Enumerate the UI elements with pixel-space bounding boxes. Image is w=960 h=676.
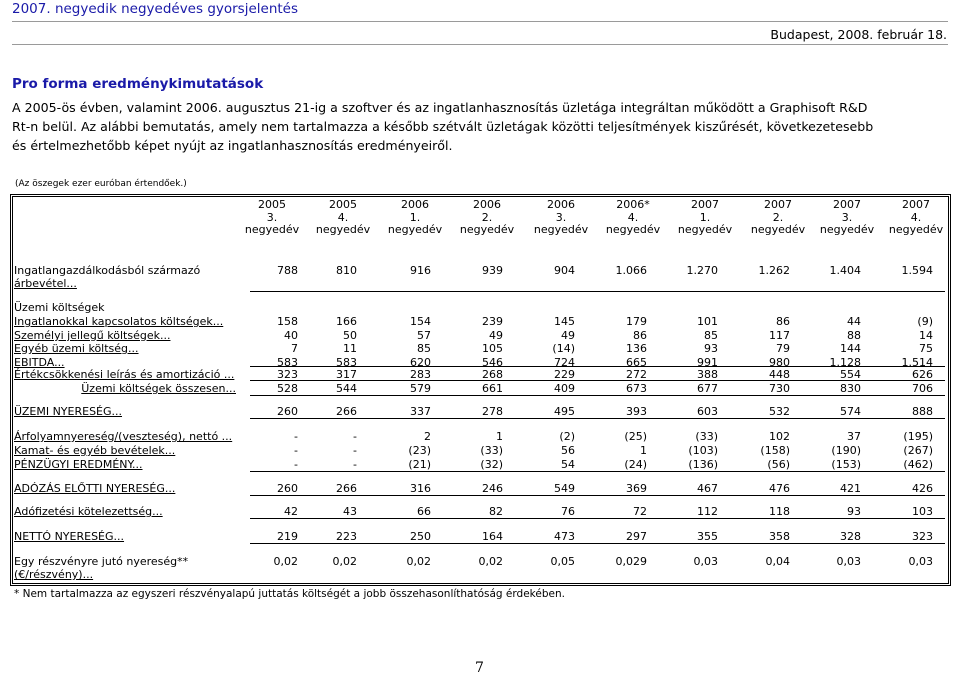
table-cell: (158)	[760, 444, 790, 457]
table-cell: 980	[769, 356, 790, 369]
table-cell: 355	[697, 530, 718, 543]
table-cell: 1.514	[901, 356, 933, 369]
table-cell: (24)	[624, 458, 647, 471]
table-cell: 272	[626, 368, 647, 381]
table-cell: (153)	[831, 458, 861, 471]
table-cell: 112	[697, 505, 718, 518]
table-cell: 620	[410, 356, 431, 369]
table-cell: (136)	[688, 458, 718, 471]
table-cell: 297	[626, 530, 647, 543]
table-cell: 528	[277, 382, 298, 395]
table-cell: 677	[697, 382, 718, 395]
header-rule-bottom	[12, 44, 948, 45]
table-cell: 544	[336, 382, 357, 395]
rule-after-tax	[250, 518, 945, 519]
table-cell: 103	[912, 505, 933, 518]
table-cell: 179	[626, 315, 647, 328]
table-cell: -	[294, 430, 298, 443]
intro-line: A 2005-ös évben, valamint 2006. augusztus 21-ig a szoftver és az ingatlanhasznosítás üzletága integráltan működött a Graphisoft R&D	[12, 100, 868, 115]
table-cell: 665	[626, 356, 647, 369]
rule-after-revenue	[250, 291, 945, 292]
table-cell: (33)	[695, 430, 718, 443]
table-cell: 246	[482, 482, 503, 495]
table-cell: 86	[776, 315, 790, 328]
table-cell: (33)	[480, 444, 503, 457]
row-label-financial-result: PÉNZÜGYI EREDMÉNY...	[14, 458, 143, 471]
table-cell: 393	[626, 405, 647, 418]
table-cell: 388	[697, 368, 718, 381]
row-label-property-costs: Ingatlanokkal kapcsolatos költségek...	[14, 315, 224, 328]
table-cell: (21)	[408, 458, 431, 471]
table-cell: 117	[769, 329, 790, 342]
table-cell: 316	[410, 482, 431, 495]
table-cell: -	[353, 430, 357, 443]
row-label-fx-gain: Árfolyamnyereség/(veszteség), nettó ...	[14, 430, 233, 443]
header-rule	[12, 21, 948, 22]
table-cell: (462)	[903, 458, 933, 471]
table-cell: (25)	[624, 430, 647, 443]
table-cell: 7	[291, 342, 298, 355]
table-cell: 579	[410, 382, 431, 395]
table-cell: 810	[336, 264, 357, 277]
table-cell: 546	[482, 356, 503, 369]
row-label-eps: Egy részvényre jutó nyereség** (€/részvény)...	[14, 555, 189, 581]
table-cell: 14	[919, 329, 933, 342]
table-cell: 283	[410, 368, 431, 381]
column-header: 2005 3. negyedév	[244, 198, 300, 237]
table-cell: 706	[912, 382, 933, 395]
table-cell: 0,03	[836, 555, 861, 568]
report-date: Budapest, 2008. február 18.	[770, 27, 947, 42]
table-cell: 1.066	[615, 264, 647, 277]
table-cell: 1.594	[901, 264, 933, 277]
table-cell: 467	[697, 482, 718, 495]
table-cell: (14)	[552, 342, 575, 355]
table-cell: 0,029	[615, 555, 647, 568]
table-cell: 266	[336, 482, 357, 495]
table-cell: 102	[769, 430, 790, 443]
unit-note: (Az öszegek ezer euróban értendőek.)	[15, 179, 187, 189]
row-label-opex-total: Üzemi költségek összesen...	[81, 382, 236, 395]
table-cell: 76	[561, 505, 575, 518]
table-cell: (9)	[917, 315, 933, 328]
table-cell: (267)	[903, 444, 933, 457]
table-cell: 0,04	[765, 555, 790, 568]
table-cell: 166	[336, 315, 357, 328]
table-cell: (2)	[559, 430, 575, 443]
table-cell: 66	[417, 505, 431, 518]
row-label-opex-heading: Üzemi költségek	[14, 301, 105, 314]
table-cell: 223	[336, 530, 357, 543]
column-header: 2007 4. negyedév	[888, 198, 944, 237]
table-cell: 88	[847, 329, 861, 342]
table-cell: 56	[561, 444, 575, 457]
table-cell: 136	[626, 342, 647, 355]
intro-paragraph	[12, 99, 950, 155]
rule-after-opex-total	[250, 395, 945, 396]
table-cell: 158	[277, 315, 298, 328]
table-cell: 0,02	[273, 555, 298, 568]
row-label-depreciation: Értékcsökkenési leírás és amortizáció ...	[14, 368, 235, 381]
table-cell: 369	[626, 482, 647, 495]
table-cell: 1	[496, 430, 503, 443]
column-header: 2006 2. negyedév	[459, 198, 515, 237]
table-cell: 101	[697, 315, 718, 328]
row-label-profit-before-tax: ADÓZÁS ELŐTTI NYERESÉG...	[14, 482, 176, 495]
column-header: 2007 1. negyedév	[677, 198, 733, 237]
table-cell: 0,02	[332, 555, 357, 568]
row-label-revenue: Ingatlangazdálkodásból származó árbevétel...	[14, 264, 201, 290]
table-cell: 0,03	[908, 555, 933, 568]
table-cell: 888	[912, 405, 933, 418]
table-cell: 724	[554, 356, 575, 369]
footnote: * Nem tartalmazza az egyszeri részvényalapú juttatás költségét a jobb összehasonlíthatóság érdekében.	[14, 588, 565, 600]
table-cell: (32)	[480, 458, 503, 471]
table-cell: 85	[417, 342, 431, 355]
table-cell: 266	[336, 405, 357, 418]
table-cell: 2	[424, 430, 431, 443]
table-cell: 268	[482, 368, 503, 381]
column-header: 2007 2. negyedév	[750, 198, 806, 237]
table-cell: 916	[410, 264, 431, 277]
table-cell: 239	[482, 315, 503, 328]
rule-after-financial-result	[250, 471, 945, 472]
row-label-net-profit: NETTÓ NYERESÉG...	[14, 530, 125, 543]
table-cell: 0,05	[550, 555, 575, 568]
table-cell: 991	[697, 356, 718, 369]
table-cell: 473	[554, 530, 575, 543]
table-cell: 42	[284, 505, 298, 518]
table-cell: 1.128	[829, 356, 861, 369]
table-cell: -	[353, 444, 357, 457]
table-cell: 730	[769, 382, 790, 395]
row-label-interest-income: Kamat- és egyéb bevételek...	[14, 444, 176, 457]
table-cell: 317	[336, 368, 357, 381]
table-cell: 85	[704, 329, 718, 342]
table-cell: -	[294, 458, 298, 471]
table-cell: 43	[343, 505, 357, 518]
table-cell: 904	[554, 264, 575, 277]
table-cell: 323	[277, 368, 298, 381]
column-header: 2006 3. negyedév	[533, 198, 589, 237]
table-cell: 583	[336, 356, 357, 369]
table-cell: 82	[489, 505, 503, 518]
table-cell: 229	[554, 368, 575, 381]
table-cell: 0,03	[693, 555, 718, 568]
table-cell: 426	[912, 482, 933, 495]
table-cell: 448	[769, 368, 790, 381]
table-cell: 54	[561, 458, 575, 471]
table-cell: (56)	[767, 458, 790, 471]
table-cell: 57	[417, 329, 431, 342]
table-cell: 219	[277, 530, 298, 543]
table-cell: 554	[840, 368, 861, 381]
table-cell: 72	[633, 505, 647, 518]
table-cell: 1.262	[758, 264, 790, 277]
table-cell: 49	[561, 329, 575, 342]
row-label-other-opex: Egyéb üzemi költség...	[14, 342, 139, 355]
table-cell: 323	[912, 530, 933, 543]
table-cell: 788	[277, 264, 298, 277]
table-cell: 86	[633, 329, 647, 342]
table-cell: 37	[847, 430, 861, 443]
table-cell: 673	[626, 382, 647, 395]
table-cell: 154	[410, 315, 431, 328]
rule-after-net-profit	[250, 543, 945, 544]
table-cell: 260	[277, 482, 298, 495]
table-cell: -	[294, 444, 298, 457]
table-cell: 337	[410, 405, 431, 418]
table-cell: 278	[482, 405, 503, 418]
report-header-title: 2007. negyedik negyedéves gyorsjelentés	[12, 1, 299, 17]
table-cell: 603	[697, 405, 718, 418]
table-cell: 495	[554, 405, 575, 418]
table-cell: 583	[277, 356, 298, 369]
intro-line: Rt-n belül. Az alábbi bemutatás, amely nem tartalmazza a később szétvált üzletágak közötti teljesítmények kiszűrését, következetesebb	[12, 118, 874, 134]
section-title: Pro forma eredménykimutatások	[12, 76, 264, 92]
column-header: 2006 1. negyedév	[387, 198, 443, 237]
table-cell: (23)	[408, 444, 431, 457]
table-cell: 260	[277, 405, 298, 418]
table-cell: 75	[919, 342, 933, 355]
row-label-tax: Adófizetési kötelezettség...	[14, 505, 163, 518]
table-cell: 49	[489, 329, 503, 342]
table-cell: 0,02	[406, 555, 431, 568]
table-cell: 626	[912, 368, 933, 381]
table-cell: 1.270	[686, 264, 718, 277]
row-label-personnel-costs: Személyi jellegű költségek...	[14, 329, 171, 342]
column-header: 2005 4. negyedév	[315, 198, 371, 237]
rule-after-pbt	[250, 495, 945, 496]
intro-line: és értelmezhetőbb képet nyújt az ingatlanhasznosítás eredményeiről.	[12, 137, 453, 153]
table-cell: 50	[343, 329, 357, 342]
table-cell: 549	[554, 482, 575, 495]
table-cell: 11	[343, 342, 357, 355]
table-cell: 1	[640, 444, 647, 457]
table-cell: 250	[410, 530, 431, 543]
table-cell: 830	[840, 382, 861, 395]
table-cell: 145	[554, 315, 575, 328]
table-cell: (195)	[903, 430, 933, 443]
table-cell: 532	[769, 405, 790, 418]
table-cell: 44	[847, 315, 861, 328]
table-cell: 939	[482, 264, 503, 277]
table-cell: 358	[769, 530, 790, 543]
row-label-operating-profit: ÜZEMI NYERESÉG...	[14, 405, 123, 418]
table-cell: (190)	[831, 444, 861, 457]
table-cell: -	[353, 458, 357, 471]
table-cell: (103)	[688, 444, 718, 457]
table-cell: 105	[482, 342, 503, 355]
table-cell: 144	[840, 342, 861, 355]
table-cell: 93	[847, 505, 861, 518]
table-cell: 421	[840, 482, 861, 495]
row-label-ebitda: EBITDA...	[14, 356, 65, 369]
column-header: 2006* 4. negyedév	[605, 198, 661, 237]
table-cell: 328	[840, 530, 861, 543]
table-cell: 1.404	[829, 264, 861, 277]
table-cell: 118	[769, 505, 790, 518]
table-cell: 93	[704, 342, 718, 355]
table-cell: 0,02	[478, 555, 503, 568]
table-cell: 79	[776, 342, 790, 355]
table-cell: 40	[284, 329, 298, 342]
column-header: 2007 3. negyedév	[819, 198, 875, 237]
rule-after-operating-profit	[250, 418, 945, 419]
table-cell: 574	[840, 405, 861, 418]
table-cell: 409	[554, 382, 575, 395]
table-cell: 164	[482, 530, 503, 543]
page-number: 7	[475, 660, 484, 676]
table-cell: 476	[769, 482, 790, 495]
table-cell: 661	[482, 382, 503, 395]
